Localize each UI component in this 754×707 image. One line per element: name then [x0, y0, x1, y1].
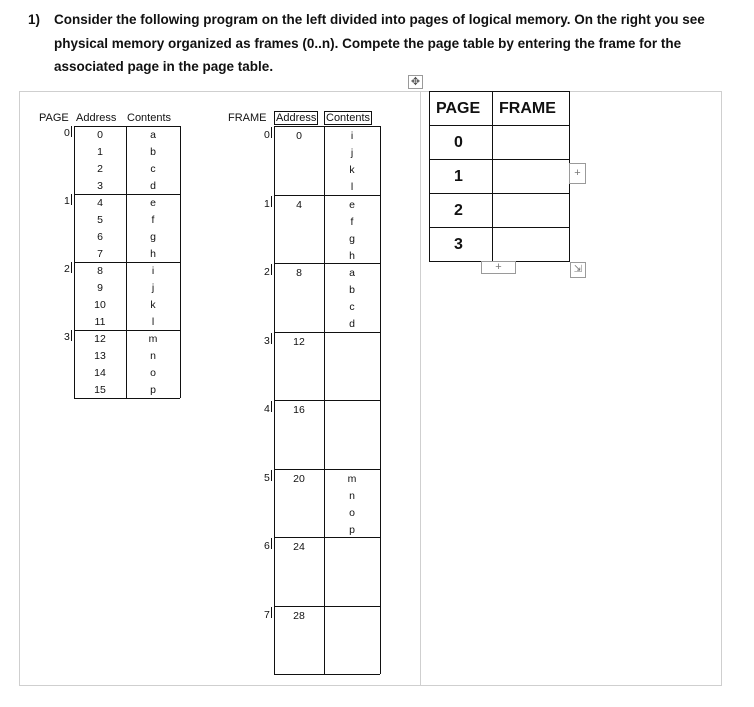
frame-address-cell: 0 [296, 130, 302, 142]
frame-number: 1 [264, 198, 270, 210]
logical-address-cell: 7 [97, 248, 103, 260]
logical-contents-header: Contents [127, 112, 172, 124]
logical-address-cell: 11 [94, 316, 106, 328]
logical-page-number: 0 [64, 127, 70, 139]
page-table-frame-cell[interactable] [493, 126, 570, 160]
frame-number: 3 [264, 335, 270, 347]
logical-contents-cell: h [150, 248, 156, 260]
logical-address-cell: 1 [97, 146, 103, 158]
frame-divider [274, 537, 380, 538]
page-table [429, 91, 570, 262]
frame-contents-cell: o [349, 507, 355, 519]
frame-address-cell: 4 [296, 199, 302, 211]
logical-contents-cell: f [151, 214, 155, 226]
logical-address-cell: 14 [94, 367, 106, 379]
frame-divider [274, 400, 380, 401]
frame-contents-cell: i [350, 130, 354, 142]
frame-tick [271, 401, 272, 412]
page-table-frame-cell[interactable] [493, 228, 570, 262]
frame-number: 4 [264, 403, 270, 415]
frame-number: 2 [264, 266, 270, 278]
frame-divider [274, 195, 380, 196]
logical-page-tick [71, 262, 72, 273]
page-table-page-header: PAGE [430, 92, 493, 126]
logical-address-cell: 9 [97, 282, 103, 294]
table-move-handle-icon[interactable]: ✥ [408, 75, 423, 89]
logical-page-divider [74, 126, 180, 127]
logical-contents-cell: g [150, 231, 156, 243]
logical-page-divider [74, 330, 180, 331]
frame-contents-cell: a [349, 267, 355, 279]
logical-contents-cell: p [150, 384, 156, 396]
logical-address-cell: 12 [94, 333, 106, 345]
frame-contents-cell: j [350, 147, 354, 159]
frame-contents-cell: k [349, 164, 355, 176]
page-table-row [430, 228, 570, 262]
frame-number: 7 [264, 609, 270, 621]
logical-contents-cell: l [151, 316, 155, 328]
logical-page-divider [74, 398, 180, 399]
logical-address-cell: 10 [94, 299, 106, 311]
frame-address-cell: 24 [293, 541, 305, 553]
page-table-row [430, 160, 570, 194]
logical-page-number: 2 [64, 263, 70, 275]
frame-contents-cell: n [349, 490, 355, 502]
frame-divider [274, 674, 380, 675]
question-text: Consider the following program on the left divided into pages of logical memory. On the right you see physical memory organized as frames (0..n). Compete the page table by entering the frame for the associated page in the page table. [54, 12, 705, 74]
frame-number: 5 [264, 472, 270, 484]
frame-contents-cell: d [349, 318, 355, 330]
logical-contents-cell: m [148, 333, 158, 345]
page-table-frame-header: FRAME [493, 92, 570, 126]
logical-page-divider [74, 262, 180, 263]
frame-address-cell: 16 [293, 404, 305, 416]
logical-contents-cell: c [150, 163, 156, 175]
logical-contents-cell: k [150, 299, 156, 311]
page-table-row [430, 126, 570, 160]
frame-header: FRAME [228, 112, 267, 124]
frame-contents-cell: p [349, 524, 355, 536]
frame-tick [271, 470, 272, 481]
page-table-row [430, 194, 570, 228]
logical-page-header: PAGE [39, 112, 69, 124]
logical-page-number: 1 [64, 195, 70, 207]
frame-contents-cell: g [349, 233, 355, 245]
layout-table-divider [420, 91, 421, 686]
frame-tick [271, 127, 272, 138]
frame-address-cell: 12 [293, 336, 305, 348]
frame-tick [271, 196, 272, 207]
logical-page-tick [71, 194, 72, 205]
add-column-button[interactable]: + [569, 163, 586, 184]
page-table-page-cell: 2 [430, 194, 493, 228]
logical-address-cell: 2 [97, 163, 103, 175]
logical-address-cell: 0 [97, 129, 103, 141]
frame-contents-cell: e [349, 199, 355, 211]
frame-tick [271, 607, 272, 618]
physical-address-header: Address [276, 112, 317, 124]
page-table-frame-cell[interactable] [493, 160, 570, 194]
frame-divider [274, 606, 380, 607]
logical-contents-cell: d [150, 180, 156, 192]
page-table-page-cell: 1 [430, 160, 493, 194]
logical-address-cell: 5 [97, 214, 103, 226]
frame-contents-cell: l [350, 181, 354, 193]
logical-contents-cell: o [150, 367, 156, 379]
frame-divider [274, 332, 380, 333]
frame-contents-cell: b [349, 284, 355, 296]
frame-contents-cell: c [349, 301, 355, 313]
table-resize-handle-icon[interactable]: ⇲ [570, 262, 586, 278]
frame-address-cell: 20 [293, 473, 305, 485]
frame-number: 6 [264, 540, 270, 552]
logical-contents-cell: i [151, 265, 155, 277]
logical-page-divider [74, 194, 180, 195]
physical-border-right [380, 126, 381, 674]
frame-contents-cell: f [350, 216, 354, 228]
add-row-button[interactable]: + [481, 261, 516, 274]
frame-tick [271, 333, 272, 344]
page-table-frame-cell[interactable] [493, 194, 570, 228]
logical-page-tick [71, 330, 72, 341]
logical-contents-cell: a [150, 129, 156, 141]
page-table-page-cell: 3 [430, 228, 493, 262]
frame-tick [271, 264, 272, 275]
frame-address-cell: 8 [296, 267, 302, 279]
logical-page-number: 3 [64, 331, 70, 343]
logical-contents-cell: j [151, 282, 155, 294]
page-table-page-cell: 0 [430, 126, 493, 160]
frame-contents-cell: m [347, 473, 357, 485]
logical-address-cell: 6 [97, 231, 103, 243]
logical-contents-cell: n [150, 350, 156, 362]
frame-divider [274, 126, 380, 127]
question-number: 1) [28, 12, 41, 27]
physical-contents-header: Contents [326, 112, 371, 124]
logical-address-cell: 13 [94, 350, 106, 362]
frame-number: 0 [264, 129, 270, 141]
logical-contents-cell: b [150, 146, 156, 158]
frame-contents-cell: h [349, 250, 355, 262]
logical-address-cell: 3 [97, 180, 103, 192]
frame-address-cell: 28 [293, 610, 305, 622]
logical-contents-cell: e [150, 197, 156, 209]
frame-tick [271, 538, 272, 549]
logical-address-cell: 4 [97, 197, 103, 209]
logical-address-cell: 8 [97, 265, 103, 277]
page-table-header-row [430, 92, 570, 126]
logical-address-cell: 15 [94, 384, 106, 396]
logical-page-tick [71, 126, 72, 137]
logical-border-right [180, 126, 181, 398]
frame-divider [274, 263, 380, 264]
frame-divider [274, 469, 380, 470]
logical-address-header: Address [76, 112, 117, 124]
